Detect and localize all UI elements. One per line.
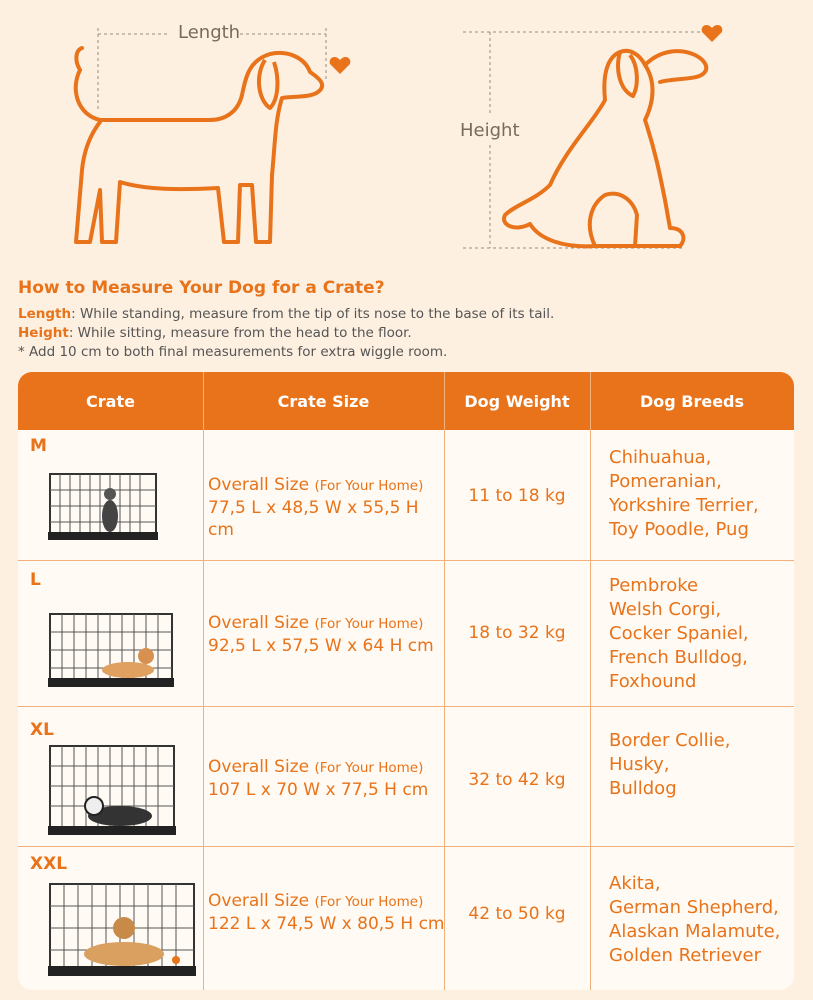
crate-code-xl: XL xyxy=(30,720,54,740)
breed-item: Husky, xyxy=(609,754,670,775)
heart-icon xyxy=(330,57,351,74)
length-text: : While standing, measure from the tip of its nose to the base of its tail. xyxy=(71,306,555,322)
height-text: : While sitting, measure from the head to the floor. xyxy=(68,325,412,341)
size-label: Overall Size xyxy=(208,613,310,633)
header-dog-weight: Dog Weight xyxy=(464,391,570,411)
dog-breeds-m xyxy=(609,446,794,542)
length-term: Length xyxy=(18,306,72,322)
size-label: Overall Size xyxy=(208,757,310,777)
dog-weight-m: 11 to 18 kg xyxy=(468,486,566,506)
crate-xl-image xyxy=(48,742,178,838)
header-dog-breeds: Dog Breeds xyxy=(639,391,745,411)
size-note: (For Your Home) xyxy=(314,760,424,776)
crate-size-xxl xyxy=(208,890,448,935)
heart-icon xyxy=(702,25,723,42)
size-dims: 107 L x 70 W x 77,5 H cm xyxy=(208,780,429,800)
breed-item: Border Collie, xyxy=(609,730,731,751)
breed-item: Foxhound xyxy=(609,671,697,692)
breed-item: Welsh Corgi, xyxy=(609,599,722,620)
crate-size-m xyxy=(208,474,448,541)
crate-size-xl xyxy=(208,756,448,801)
size-note: (For Your Home) xyxy=(314,478,424,494)
breed-item: French Bulldog, xyxy=(609,647,748,668)
dog-weight-l: 18 to 32 kg xyxy=(468,623,566,643)
crate-xxl-image xyxy=(48,880,198,980)
crate-l-image xyxy=(48,610,176,690)
breed-item: Toy Poodle, Pug xyxy=(609,519,749,540)
size-dims: 92,5 L x 57,5 W x 64 H cm xyxy=(208,636,434,656)
breed-item: Cocker Spaniel, xyxy=(609,623,749,644)
guide-title: How to Measure Your Dog for a Crate? xyxy=(18,278,385,298)
breed-item: Yorkshire Terrier, xyxy=(609,495,759,516)
dog-weight-xxl: 42 to 50 kg xyxy=(468,904,566,924)
breed-item: Chihuahua, xyxy=(609,447,712,468)
standing-dog-illustration xyxy=(60,20,360,260)
breed-item: German Shepherd, xyxy=(609,897,779,918)
dog-breeds-l xyxy=(609,574,794,694)
dog-breeds-xxl xyxy=(609,872,794,968)
size-dims: 77,5 L x 48,5 W x 55,5 H cm xyxy=(208,498,419,540)
crate-m-image xyxy=(48,470,160,542)
length-label: Length xyxy=(178,22,241,43)
crate-code-m: M xyxy=(30,436,47,456)
height-label: Height xyxy=(460,120,520,141)
header-crate: Crate xyxy=(86,391,135,411)
size-note: (For Your Home) xyxy=(314,616,424,632)
height-term: Height xyxy=(18,325,69,341)
dog-weight-xl: 32 to 42 kg xyxy=(468,770,566,790)
crate-code-l: L xyxy=(30,570,41,590)
header-crate-size: Crate Size xyxy=(277,391,370,411)
crate-code-xxl: XXL xyxy=(30,854,68,874)
wiggle-note: * Add 10 cm to both final measurements for extra wiggle room. xyxy=(18,344,448,360)
size-note: (For Your Home) xyxy=(314,894,424,910)
length-instruction xyxy=(18,306,554,322)
dog-breeds-xl xyxy=(609,729,794,801)
size-dims: 122 L x 74,5 W x 80,5 H cm xyxy=(208,914,445,934)
breed-item: Golden Retriever xyxy=(609,945,762,966)
size-table xyxy=(18,372,794,990)
size-label: Overall Size xyxy=(208,891,310,911)
breed-item: Akita, xyxy=(609,873,661,894)
height-instruction xyxy=(18,325,412,341)
breed-item: Pomeranian, xyxy=(609,471,722,492)
breed-item: Pembroke xyxy=(609,575,699,596)
breed-item: Alaskan Malamute, xyxy=(609,921,781,942)
crate-size-l xyxy=(208,612,448,657)
size-label: Overall Size xyxy=(208,475,310,495)
breed-item: Bulldog xyxy=(609,778,677,799)
